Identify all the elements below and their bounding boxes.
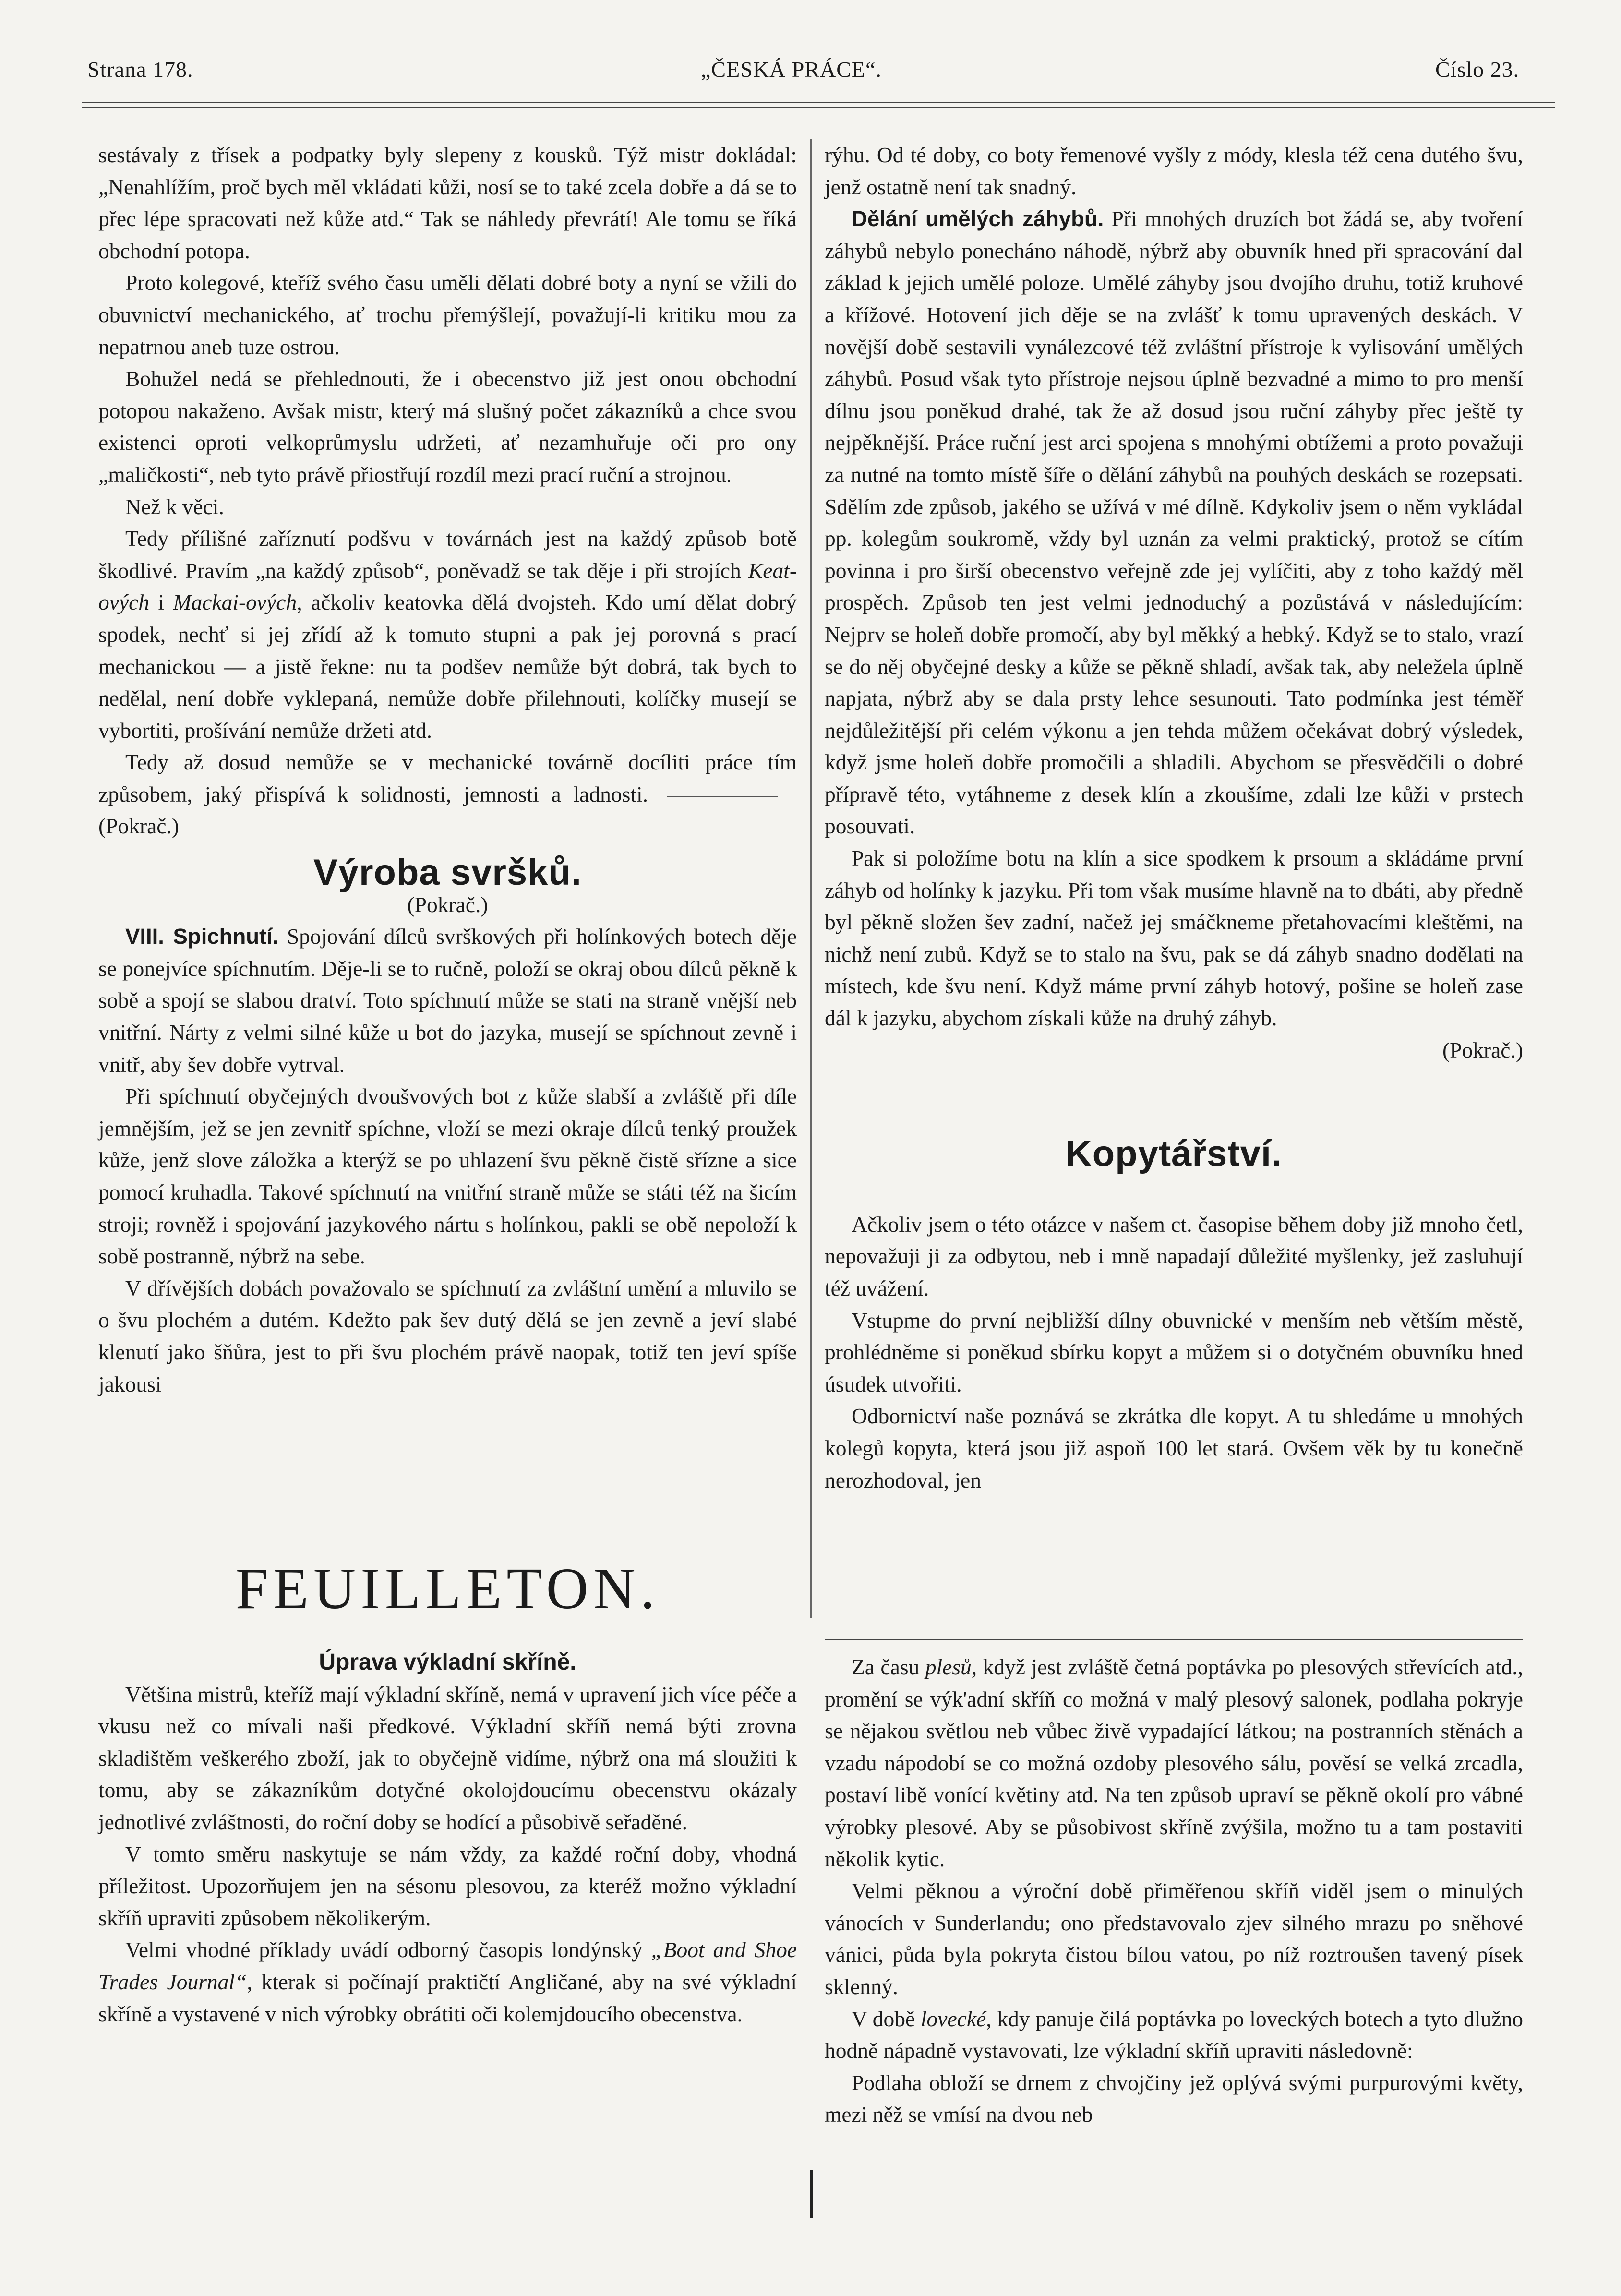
text-run: Za času — [852, 1655, 920, 1679]
paragraph — [825, 2003, 1523, 2067]
paragraph — [98, 523, 797, 746]
column-divider — [810, 139, 812, 1618]
header-rule-bottom — [82, 107, 1555, 108]
feuilleton-column-right — [825, 1651, 1523, 2131]
paragraph — [98, 746, 797, 842]
inline-heading: VIII. Spichnutí. — [125, 924, 279, 949]
section-title: Výroba svršků. — [313, 852, 582, 893]
paragraph: Než k věci. — [125, 494, 224, 519]
paragraph — [825, 1651, 1523, 1875]
paragraph: Bohužel nedá se přehlednouti, že i obecenstvo již jest onou obchodní potopou nakaženo. Avšak mistr, který má slušný počet zákazníků a chce svou existenci oproti velkoprůmyslu udržeti, ať nezamhuřuje oči pro ony „maličkosti“, neb tyto právě přiostřují rozdíl mezi prací ruční a strojnou. — [98, 366, 797, 487]
italic-run: Keat-ových — [98, 558, 797, 615]
feuilleton-title: FEUILLETON. — [235, 1556, 660, 1621]
paragraph: sestávaly z třísek a podpatky byly slepeny z kousků. Týž mistr dokládal: „Nenahlížím, proč bych měl vkládati kůži, nosí se to také zcela dobře a dá se to přec lépe spracovati než kůže atd.“ Tak se náhledy převrátí! Ale tomu se říká obchodní potopa. — [98, 143, 797, 263]
italic-run: „Boot and Shoe Trades Journal“ — [98, 1937, 797, 1994]
paragraph: rýhu. Od té doby, co boty řemenové vyšly z módy, klesla též cena dutého švu, jenž ostatně není tak snadný. — [825, 143, 1523, 199]
text-run: Velmi vhodné příklady uvádí odborný časopis londýnský — [125, 1937, 643, 1962]
section-title: Kopytářství. — [1065, 1133, 1283, 1175]
paragraph — [825, 203, 1523, 842]
separator — [667, 796, 778, 797]
text-run: V době — [852, 2006, 915, 2031]
paragraph: Velmi pěknou a výroční době přiměřenou skříň viděl jsem o minulých vánocích v Sunderlandu; ono představovalo zjev silného mrazu po sněhové vánici, půda byla pokryta čistou bílou vatou, po níž roztroušen tavený písek sklenný. — [825, 1878, 1523, 1999]
paragraph — [98, 921, 797, 1081]
feuilleton-subtitle: Úprava výkladní skříně. — [319, 1649, 576, 1675]
text-run: , kterak si počínají praktičtí Angličané, aby na své výkladní skříně a vystavené v nich výrobky obrátiti oči kolemjdoucího obecenstva. — [98, 1969, 797, 2026]
paragraph: Pak si položíme botu na klín a sice spodkem k prsoum a skládáme první záhyb od holínky k jazyku. Při tom však musíme hlavně na to dbáti, aby předně byl pěkně složen šev zadní, načež jej smáčkneme přetahovacími kleštěmi, na nichž není zubů. Když se to stalo na švu, pak se dá záhyb snadno dodělati na místech, kde švu není. Když máme první záhyb hotový, pošine se holeň zase dál k jazyku, abychom získali kůže na druhý záhyb. — [825, 846, 1523, 1031]
margin-mark — [810, 2170, 813, 2218]
inline-heading: Dělání umělých záhybů. — [852, 206, 1104, 231]
italic-run: plesů — [925, 1655, 972, 1679]
text-run: , kdy panuje čilá poptávka po loveckých botech a tyto dlužno hodně nápadně vystavovati, lze výkladní skříň upraviti následovně: — [825, 2006, 1524, 2063]
text-run: , ačkoliv keatovka dělá dvojsteh. Kdo umí dělat dobrý spodek, nechť si jej zřídí až k tomuto stupni a pak jej porovná s prací mechanickou — a jistě řekne: nu ta podšev nemůže být dobrá, tak bych to nedělal, není dobře vyklepaná, nemůže dobře přilehnouti, kolíčky musejí se vybortiti, prošívání nemůže držeti atd. — [98, 590, 797, 743]
paragraph: Většina mistrů, kteříž mají výkladní skříně, nemá v upravení jich více péče a vkusu než co mívali naši předkové. Výkladní skříň nemá býti zrovna skladištěm veškerého zboží, jak to obyčejně vidíme, nýbrž ona má sloužiti k tomu, aby se zákazníkům dotyčné okolojdoucímu obecenstvu okázaly jednotlivé zvláštnosti, do roční doby se hodící a působivě seřaděné. — [98, 1682, 797, 1834]
feuilleton-divider — [825, 1639, 1523, 1640]
paragraph: Při spíchnutí obyčejných dvoušvových bot z kůže slabší a zvláště při díle jemnějším, jež se jen zevnitř spíchne, vloží se mezi okraje dílců tenký proužek kůže, jenž slove záložka a kterýž se po uhlazení švu pěkně čistě sřízne a sice pomocí kruhadla. Takové spíchnutí na vnitřní straně může se státi též na šicím stroji; rovněž i spojování jazykového nártu s holínkou, pakli se obě nepoloží k sobě postranně, nýbrž na sebe. — [98, 1084, 797, 1269]
italic-run: lovecké — [920, 2006, 986, 2031]
page-number: Strana 178. — [87, 57, 193, 82]
column-left — [98, 139, 797, 1400]
continued-note: (Pokrač.) — [1442, 1037, 1523, 1062]
text-run: Při mnohých druzích bot žádá se, aby tvoření záhybů nebylo ponecháno náhodě, nýbrž aby obuvník hned při spracování dal základ k jejich umělé poloze. Umělé záhyby jsou dvojího druhu, totiž kruhové a křížové. Hotovení jich děje se na zvlášť k tomu upravených deskách. V novější době sestavili vynálezcové též zvláštní přístroje k vylisování umělých záhybů. Posud však tyto přístroje nejsou úplně bezvadné a mimo to pro menší dílnu jsou poněkud drahé, tak že až dosud jsou ruční záhyby přec ještě ty nejpěknější. Práce ruční jest arci spojena s mnohými obtížemi a proto považuji za nutné na tomto místě šíře o dělání záhybů na pouhých deskách se rozepsati. Sdělím zde způsob, jakého se užívá v mé dílně. Kdykoliv jsem o něm vykládal pp. kolegům soukromě, vždy byl uznán za velmi praktický, protož se cítím povinna i pro širší obecenstvo veřejně zde jej vylíčiti, aby z toho každý měl prospěch. Způsob ten jest velmi jednoduchý a pozůstává v následujícím: Nejprv se holeň dobře promočí, aby byl měkký a hebký. Když se to stalo, vrazí se do něj obyčejné desky a kůže se pěkně shladí, avšak tak, aby neležela úplně napjata, nýbrž aby se dala prsty lehce sesunouti. Tato podmínka jest téměř nejdůležitější při celém výkonu a jen tehda můžem očekávat dobrý výsledek, když jsme holeň dobře promočili a shladili. Abychom se přesvědčili o dobré přípravě této, vytáhneme z desek klín a zkoušíme, zdali lze kůži v prstech posouvati. — [825, 206, 1524, 839]
paragraph — [98, 1934, 797, 2030]
text-run: i — [158, 590, 165, 615]
paragraph: Podlaha obloží se drnem z chvojčiny jež oplývá svými purpurovými květy, mezi něž se vmísí na dvou neb — [825, 2070, 1523, 2127]
issue-number: Číslo 23. — [1435, 57, 1520, 82]
header-rule-top — [82, 102, 1555, 103]
italic-run: Mackai-ových — [173, 590, 297, 615]
continued-note: (Pokrač.) — [98, 814, 180, 839]
text-run: Tedy přílišné zaříznutí podšvu v továrnách jest na každý způsob botě škodlivé. Pravím „na každý způsob“, poněvadž se tak děje i při strojích — [98, 526, 797, 583]
paragraph: Proto kolegové, kteříž svého času uměli dělati dobré boty a nyní se vžili do obuvnictví mechanického, ať trochu přemýšlejí, považují-li kritiku mou za nepatrnou aneb tuze ostrou. — [98, 270, 797, 359]
text-run: , když jest zvláště četná poptávka po plesových střevících atd., promění se výk'adní skříň co možná v malý plesový salonek, podlaha pokryje se nějakou světlou neb vůbec živě vypadající látkou; na postranních stěnách a vzadu nápodobí se co možná ozdoby plesového sálu, pověsí se velká zrcadla, postaví libě vonící květiny atd. Na ten způsob upraví se pěkně okolí pro vábné výrobky plesové. Aby se působivost skříně zvýšila, možno tu a tam postaviti několik kytic. — [825, 1655, 1524, 1871]
paragraph: Vstupme do první nejbližší dílny obuvnické v menším neb větším městě, prohlédněme si poněkud sbírku kopyt a můžem si o dotyčném obuvníku hned úsudek utvořiti. — [825, 1308, 1523, 1396]
column-right — [825, 139, 1523, 1496]
feuilleton-column-left — [98, 1637, 797, 2030]
journal-title: „ČESKÁ PRÁCE“. — [701, 57, 882, 82]
section-subtitle: (Pokrač.) — [407, 892, 488, 917]
paragraph: Odbornictví naše poznává se zkrátka dle kopyt. A tu shledáme u mnohých kolegů kopyta, která jsou již aspoň 100 let stará. Ovšem věk by tu konečně nerozhodoval, jen — [825, 1404, 1523, 1492]
paragraph: V dřívějších dobách považovalo se spíchnutí za zvláštní umění a mluvilo se o švu plochém a dutém. Kdežto pak šev dutý dělá se jen zevně a jeví slabé klenutí jako šňůra, jest to při švu plochém právě naopak, totiž ten jeví spíše jakousi — [98, 1275, 797, 1396]
text-run: Tedy až dosud nemůže se v mechanické továrně docíliti práce tím způsobem, jaký přispívá k solidnosti, jemnosti a ladnosti. — [98, 750, 797, 806]
paragraph: V tomto směru naskytuje se nám vždy, za každé roční doby, vhodná příležitost. Upozorňujem jen na sésonu plesovou, za kteréž možno výkladní skříň upraviti způsobem několikerým. — [98, 1841, 797, 1930]
paragraph: Ačkoliv jsem o této otázce v našem ct. časopise během doby již mnoho četl, nepovažuji ji za odbytou, neb i mně napadají důležité myšlenky, jež zasluhují též uvážení. — [825, 1212, 1523, 1300]
text-run: Spojování dílců svrškových při holínkových botech děje se ponejvíce spíchnutím. Děje-li se to ručně, položí se okraj obou dílců pěkně k sobě a spojí se slabou dratví. Toto spíchnutí může se stati na straně vnější neb vnitřní. Nárty z velmi silné kůže u bot do jazyka, musejí se spíchnout zevně i vnitř, aby šev dobře vytrval. — [98, 924, 797, 1077]
